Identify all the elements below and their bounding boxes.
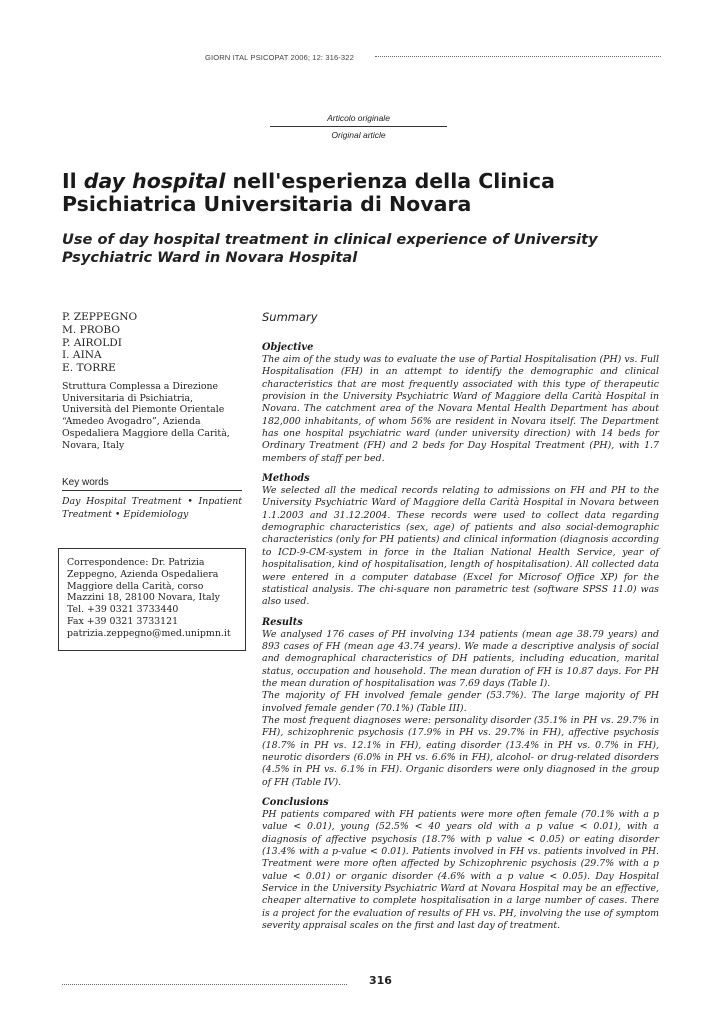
results-text: The majority of FH involved female gender (53.7%). The large majority of PH involved female gender (70.1%) (Table III). <box>262 690 659 714</box>
summary-heading: Summary <box>262 310 318 324</box>
page-footer <box>62 974 661 990</box>
correspondence-email[interactable]: patrizia.zeppegno@med.unipmn.it <box>67 627 231 639</box>
affiliation: Struttura Complessa a Direzione Universitaria di Psichiatria, Università del Piemonte Orientale “Amedeo Avogadro”, Azienda Ospedaliera Maggiore della Carità, Novara, Italy <box>62 380 230 451</box>
correspondence-line: Maggiore della Carità, corso <box>67 580 204 592</box>
correspondence-fax: Fax +39 0321 3733121 <box>67 615 179 627</box>
methods-text: We selected all the medical records relating to admissions on FH and PH to the University Psychiatric Ward of Maggiore della Carità Hospital in Novara between 1.1.2003 and 31.12.2004. These records were used to collect data regarding demographic characteristics (sex, age) of patients and also social-demographic characteristics (only for PH patients) and clinical information (diagnosis according to ICD-9-CM-system in force in the Italian National Health Service, year of hospitalisation, kind of hospitalisation, length of hospitalisation). All collected data were entered in a computer database (Excel for Microsof Office XP) for the statistical analysis. The chi-square non parametric test (software SPSS 11.0) was also used. <box>262 485 659 608</box>
correspondence-line: Zeppegno, Azienda Ospedaliera <box>67 568 219 580</box>
author: E. TORRE <box>62 362 116 375</box>
title-part-1: Il <box>62 169 84 193</box>
author: P. ZEPPEGNO <box>62 311 138 323</box>
author-list <box>62 311 242 375</box>
objective-text: The aim of the study was to evaluate the use of Partial Hospitalisation (PH) vs. Full Hospitalisation (FH) in an attempt to identify the demographic and clinical characteristics that are most frequently associated with this type of therapeutic provision in the University Psychiatric Ward of Maggiore della Carità Hospital in Novara. The catchment area of the Novara Mental Health Department has about 182,000 inhabitants, of whom 56% are resident in Novara itself. The Department has one hospital psychiatric ward (under university direction) with 14 beds for Ordinary Treatment (FH) and 2 beds for Day Hospital Treatment (PH), with 1.7 members of staff per bed. <box>262 354 659 464</box>
running-header <box>205 53 661 67</box>
author: M. PROBO <box>62 323 121 336</box>
author-column <box>62 311 242 451</box>
results-heading: Results <box>262 616 303 628</box>
article-type-english: Original article <box>331 130 386 140</box>
article-type-block <box>270 113 447 140</box>
page-number: 316 <box>369 974 392 987</box>
header-dotted-rule <box>375 56 661 57</box>
footer-dotted-rule <box>62 984 347 985</box>
title-italic: day hospital <box>83 169 226 193</box>
results-text: The most frequent diagnoses were: personality disorder (35.1% in PH vs. 29.7% in FH), schizophrenic psychosis (17.9% in PH vs. 29.7% in FH), affective psychosis (18.7% in PH vs. 12.1% in FH), eating disorder (13.4% in PH vs. 0.7% in FH), neurotic disorders (6.0% in PH vs. 6.6% in FH), alcohol- or drug-related disorders (4.5% in PH vs. 6.1% in FH). Organic disorders were only diagnosed in the group of FH (Table IV). <box>262 714 659 788</box>
article-type-italian: Articolo originale <box>327 113 390 123</box>
correspondence-box <box>58 548 246 651</box>
author: I. AINA <box>62 349 102 362</box>
results-text: We analysed 176 cases of PH involving 134 patients (mean age 38.79 years) and 893 cases of FH (mean age 43.74 years). We made a descriptive analysis of social and demographical characteristics of DH patients, including education, marital status, occupation and household. The mean duration of FH is 10.87 days. For PH the mean duration of hospitalisation was 7.69 days (Table I). <box>262 628 659 689</box>
keywords-heading: Key words <box>62 477 242 491</box>
methods-heading: Methods <box>262 473 310 485</box>
article-subtitle: Use of day hospital treatment in clinical experience of University Psychiatric Ward in Novara Hospital <box>62 231 598 266</box>
article-title <box>62 170 682 216</box>
summary-column <box>262 310 659 940</box>
conclusions-heading: Conclusions <box>262 797 329 808</box>
conclusions-text: PH patients compared with FH patients were more often female (70.1% with a p value < 0.01), young (52.5% < 40 years old with a p value < 0.01), with a diagnosis of affective psychosis (18.7% with p value < 0.05) or eating disorder (13.4% with a p-value < 0.01). Patients involved in FH vs. patients involved in PH. Treatment were more often affected by Schizophrenic psychosis (29.7% with a p value < 0.01) or organic disorder (4.6% with a p value < 0.05). Day Hospital Service in the University Psychiatric Ward at Novara Hospital may be an effective, cheaper alternative to complete hospitalisation in a large number of cases. There is a project for the evaluation of results of FH vs. PH, involving the use of symptom severity appraisal scales on the first and last day of treatment. <box>262 809 659 932</box>
correspondence-line: Correspondence: Dr. Patrizia <box>67 557 205 568</box>
journal-citation: GIORN ITAL PSICOPAT 2006; 12: 316-322 <box>205 53 354 62</box>
title-part-2: nell'esperienza della Clinica Psichiatrica Universitaria di Novara <box>62 169 555 216</box>
objective-heading: Objective <box>262 342 314 353</box>
author: P. AIROLDI <box>62 336 122 349</box>
article-type-rule <box>270 126 447 127</box>
correspondence-line: Mazzini 18, 28100 Novara, Italy <box>67 592 220 604</box>
keywords-text: Day Hospital Treatment • Inpatient Treatment • Epidemiology <box>62 496 242 520</box>
correspondence-phone: Tel. +39 0321 3733440 <box>67 604 179 616</box>
